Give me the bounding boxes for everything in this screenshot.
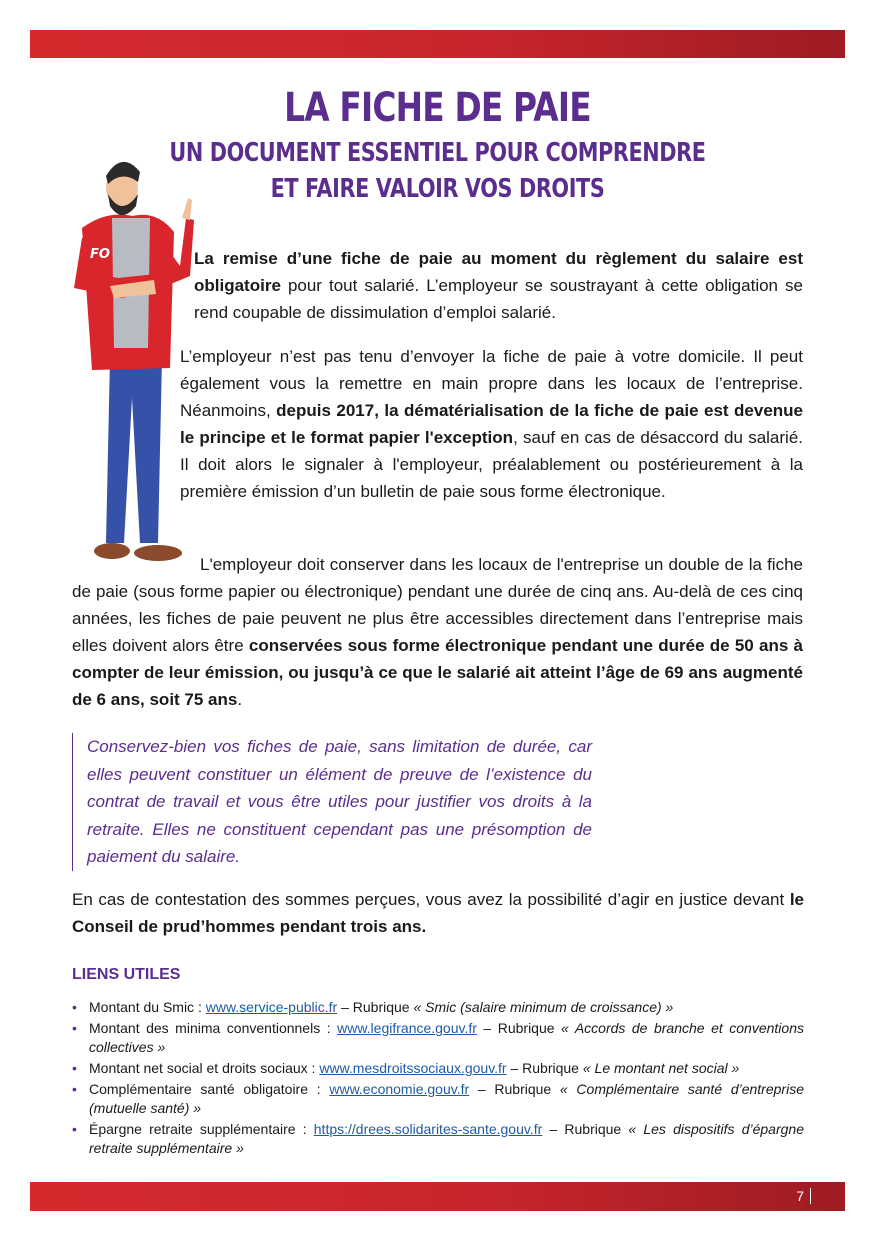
list-item [72, 1120, 804, 1158]
link-url[interactable]: www.legifrance.gouv.fr [337, 1020, 477, 1036]
page-title: LA FICHE DE PAIE [284, 85, 591, 131]
link-rubrique: « Les dispositifs d’épargne retraite supplémentaire » [89, 1121, 804, 1156]
paragraph-2-text-start: L’employeur n’est pas tenu d’envoyer la fiche de paie à votre domicile. Il peut également vous la remettre en main propre dans les locaux de l’entreprise. Néanmoins, [180, 347, 803, 420]
list-item [72, 1059, 804, 1078]
useful-links-heading: LIENS UTILES [72, 966, 181, 983]
paragraph-1 [194, 245, 803, 326]
link-url[interactable]: www.economie.gouv.fr [329, 1081, 470, 1097]
link-sep: – Rubrique [476, 1020, 562, 1036]
paragraph-4 [72, 886, 804, 940]
paragraph-3-text-start: L'employeur doit conserver dans les locaux de l'entreprise un double de la fiche de paie (sous forme papier ou électronique) pendant une durée de cinq ans. Au-delà de ces cinq années, les fiches de paie peuvent ne plus être accessibles directement dans l’entreprise mais elles doivent alors être [72, 555, 803, 655]
link-url[interactable]: https://drees.solidarites-sante.gouv.fr [313, 1121, 543, 1137]
link-rubrique: « Le montant net social » [582, 1060, 740, 1076]
link-rubrique: « Smic (salaire minimum de croissance) » [413, 999, 674, 1015]
paragraph-4-bold: le Conseil de prud’hommes pendant trois ans. [72, 890, 804, 936]
paragraph-3-bold: conservées sous forme électronique pendant une durée de 50 ans à compter de leur émission, ou jusqu’à ce que le salarié ait atteint l’âge de 69 ans augmenté de 6 ans, soit 75 ans [72, 636, 803, 709]
link-sep: – Rubrique [506, 1060, 583, 1076]
link-label: Montant des minima conventionnels : [89, 1020, 338, 1036]
link-url[interactable]: www.service-public.fr [205, 999, 338, 1015]
link-sep: – Rubrique [469, 1081, 560, 1097]
bullet-icon: • [72, 1060, 77, 1076]
link-rubrique: « Accords de branche et conventions collectives » [89, 1020, 804, 1055]
paragraph-3-text-end: . [237, 690, 243, 709]
paragraph-2-bold: depuis 2017, la dématérialisation de la fiche de paie est devenue le principe et le format papier l'exception [180, 401, 803, 447]
link-rubrique: « Complémentaire santé d’entreprise (mutuelle santé) » [89, 1081, 804, 1116]
link-label: Complémentaire santé obligatoire : [89, 1081, 330, 1097]
link-sep: – Rubrique [542, 1121, 629, 1137]
paragraph-1-text: pour tout salarié. L’employeur se soustrayant à cette obligation se rend coupable de dissimulation d’emploi salarié. [194, 276, 803, 322]
bullet-icon: • [72, 1020, 77, 1036]
paragraph-1-bold: La remise d’une fiche de paie au moment du règlement du salaire est obligatoire [194, 249, 803, 295]
subtitle-line-1: UN DOCUMENT ESSENTIEL POUR COMPRENDRE [169, 138, 706, 168]
top-banner [30, 30, 845, 58]
list-item [72, 998, 804, 1017]
link-label: Épargne retraite supplémentaire : [89, 1121, 314, 1137]
useful-links-list [72, 998, 804, 1160]
list-item [72, 1019, 804, 1057]
bullet-icon: • [72, 1121, 77, 1137]
paragraph-4-text: En cas de contestation des sommes perçues, vous avez la possibilité d’agir en justice devant [72, 890, 790, 909]
page-number: 7 [796, 1188, 811, 1204]
paragraph-2-text-end: , sauf en cas de désaccord du salarié. Il doit alors le signaler à l'employeur, préalablement ou postérieurement à la première émission d’un bulletin de paie sous forme électronique. [180, 428, 803, 501]
fo-badge: FO [90, 247, 110, 262]
link-sep: – Rubrique [337, 999, 414, 1015]
link-label: Montant net social et droits sociaux : [89, 1060, 320, 1076]
paragraph-2 [180, 343, 803, 505]
bullet-icon: • [72, 1081, 77, 1097]
paragraph-3 [72, 551, 803, 713]
highlight-quote: Conservez-bien vos fiches de paie, sans limitation de durée, car elles peuvent constituer un élément de preuve de l’existence du contrat de travail et vous être utiles pour justifier vos droits à la retraite. Elles ne constituent cependant pas une présomption de paiement du salaire. [72, 733, 592, 871]
subtitle-line-2: ET FAIRE VALOIR VOS DROITS [270, 174, 605, 204]
bottom-banner [30, 1182, 845, 1211]
link-label: Montant du Smic : [89, 999, 206, 1015]
bullet-icon: • [72, 999, 77, 1015]
link-url[interactable]: www.mesdroitssociaux.gouv.fr [319, 1060, 507, 1076]
list-item [72, 1080, 804, 1118]
